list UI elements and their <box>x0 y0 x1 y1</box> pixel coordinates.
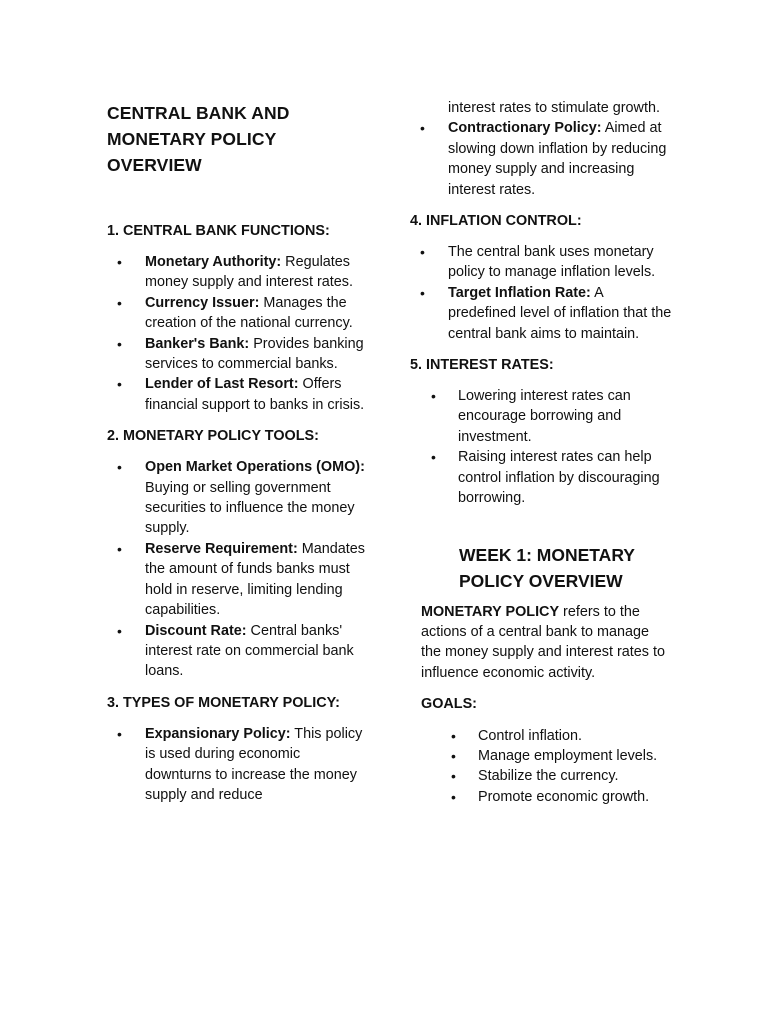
bullet-icon: • <box>117 254 122 270</box>
item-term: Banker's Bank: <box>145 335 250 352</box>
section-heading-inflation-control: 4. INFLATION CONTROL: <box>410 213 582 230</box>
bullet-icon: • <box>431 449 436 466</box>
types-of-monetary-policy-list <box>107 724 369 806</box>
list-item <box>421 447 672 508</box>
goals-heading: GOALS: <box>421 696 477 713</box>
bullet-icon: • <box>117 725 122 742</box>
list-item <box>441 746 672 766</box>
bullet-icon: • <box>117 376 122 393</box>
item-text: Provides banking services to commercial banks. <box>145 335 364 373</box>
item-text: Manages the creation of the national currency. <box>145 294 353 332</box>
bullet-icon: • <box>117 294 122 311</box>
bullet-icon: • <box>451 788 456 805</box>
bullet-icon: • <box>117 622 122 639</box>
item-text: The central bank uses monetary policy to manage inflation levels. <box>448 244 656 281</box>
list-item <box>410 283 672 344</box>
left-column <box>107 100 369 805</box>
item-text: Mandates the amount of funds banks must hold in reserve, limiting lending capabilities. <box>145 540 365 619</box>
item-text: Offers financial support to banks in crisis. <box>145 376 365 413</box>
list-item-continuation <box>410 98 672 118</box>
item-text: interest rates to stimulate growth. <box>448 100 660 116</box>
item-text: Stabilize the currency. <box>478 768 619 785</box>
section-heading-monetary-policy-tools: 2. MONETARY POLICY TOOLS: <box>107 428 319 445</box>
bullet-icon: • <box>451 747 456 764</box>
item-text: This policy is used during economic downturns to increase the money supply and reduce <box>145 725 363 803</box>
definition-term: MONETARY POLICY <box>421 603 560 620</box>
item-text: A predefined level of inflation that the central bank aims to maintain. <box>448 284 672 342</box>
item-text: Lowering interest rates can encourage borrowing and investment. <box>458 388 631 445</box>
item-term: Expansionary Policy: <box>145 725 291 742</box>
list-item <box>441 766 672 786</box>
bullet-icon: • <box>451 768 456 785</box>
right-column <box>410 98 672 807</box>
item-term: Contractionary Policy: <box>448 120 602 137</box>
item-term: Target Inflation Rate: <box>448 284 591 301</box>
item-term: Lender of Last Resort: <box>145 376 299 393</box>
goals-list <box>410 726 672 808</box>
item-term: Discount Rate: <box>145 622 247 639</box>
section-heading-types-of-monetary-policy: 3. TYPES OF MONETARY POLICY: <box>107 694 340 711</box>
list-item <box>410 118 672 200</box>
item-text: Central banks' interest rate on commercial bank loans. <box>145 622 354 680</box>
item-term: Currency Issuer: <box>145 294 260 311</box>
monetary-policy-tools-list <box>107 457 369 681</box>
section-heading-interest-rates: 5. INTEREST RATES: <box>410 357 554 374</box>
bullet-icon: • <box>420 284 425 301</box>
bullet-icon: • <box>117 459 122 476</box>
inflation-control-list <box>410 242 672 344</box>
list-item <box>421 386 672 447</box>
list-item <box>107 724 369 806</box>
list-item <box>107 252 369 293</box>
list-item <box>107 457 369 539</box>
item-text: Control inflation. <box>478 727 582 744</box>
week-title: WEEK 1: MONETARY POLICY OVERVIEW <box>459 544 635 591</box>
bullet-icon: • <box>117 540 122 557</box>
item-text: Aimed at slowing down inflation by reducing money supply and increasing interest rates. <box>448 120 667 198</box>
item-text: Manage employment levels. <box>478 747 658 764</box>
list-item <box>410 242 672 283</box>
item-text: Promote economic growth. <box>478 788 650 805</box>
bullet-icon: • <box>451 727 456 744</box>
types-of-monetary-policy-list-continued <box>410 98 672 200</box>
item-text: Regulates money supply and interest rates. <box>145 254 353 291</box>
definition-paragraph <box>410 602 672 684</box>
list-item <box>107 621 369 682</box>
list-item <box>107 293 369 334</box>
document-title: CENTRAL BANK AND MONETARY POLICY OVERVIEW <box>107 103 290 175</box>
list-item <box>107 374 369 415</box>
item-term: Reserve Requirement: <box>145 540 298 557</box>
list-item <box>441 787 672 807</box>
central-bank-functions-list <box>107 252 369 415</box>
list-item <box>107 334 369 375</box>
definition-text: refers to the actions of a central bank to manage the money supply and interest rates to influence economic activity. <box>421 603 665 681</box>
list-item <box>441 726 672 746</box>
item-text: Buying or selling government securities to influence the money supply. <box>145 479 355 537</box>
bullet-icon: • <box>117 335 122 352</box>
interest-rates-list <box>410 386 672 508</box>
section-heading-central-bank-functions: 1. CENTRAL BANK FUNCTIONS: <box>107 223 330 239</box>
list-item <box>107 539 369 621</box>
item-term: Monetary Authority: <box>145 254 282 270</box>
item-term: Open Market Operations (OMO): <box>145 459 365 476</box>
bullet-icon: • <box>431 388 436 405</box>
item-text: Raising interest rates can help control inflation by discouraging borrowing. <box>458 449 660 507</box>
bullet-icon: • <box>420 120 425 137</box>
bullet-icon: • <box>420 244 425 261</box>
